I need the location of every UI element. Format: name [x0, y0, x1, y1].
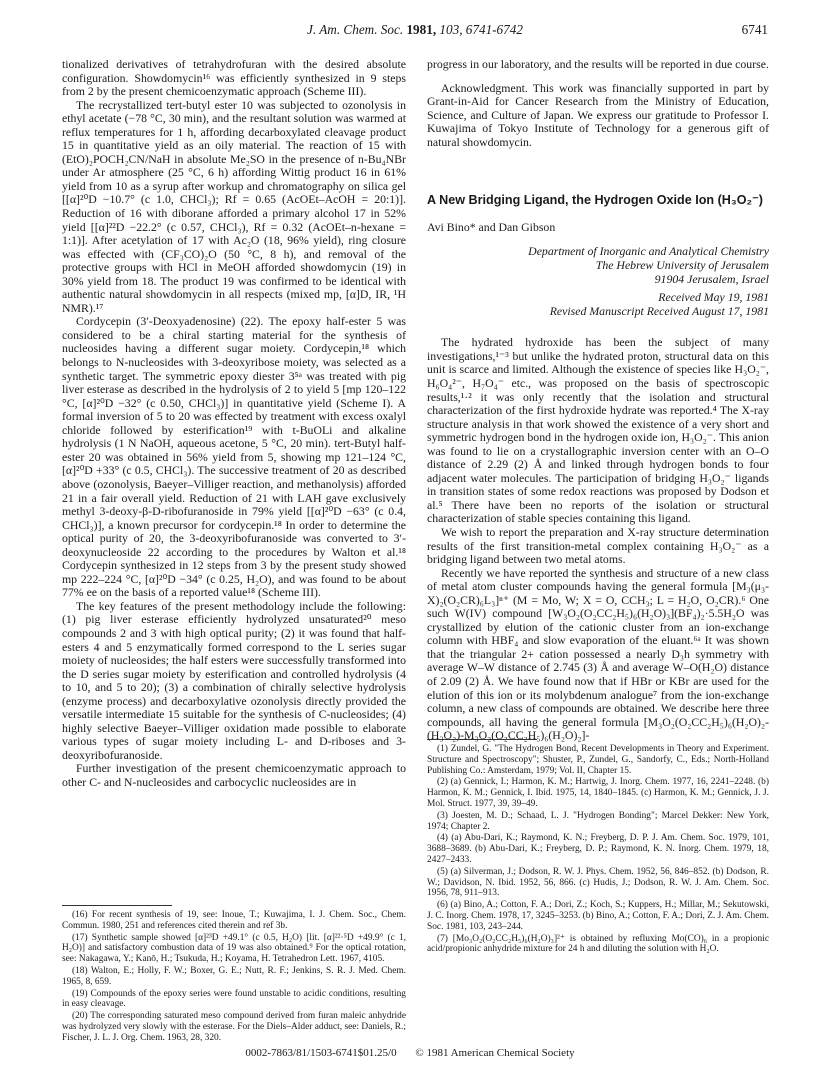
paragraph: Further investigation of the present chemicoenzymatic approach to other C- and N-nucleosides and carbocyclic nucleosides are in [62, 761, 406, 789]
right-footnotes [427, 739, 769, 956]
journal-name: J. Am. Chem. Soc. [307, 22, 404, 37]
authors: Avi Bino* and Dan Gibson [427, 219, 556, 234]
paragraph: Cordycepin (3′-Deoxyadenosine) (22). The epoxy half-ester 5 was considered to be a chiral starting material for the synthesis of nucleosides having a different sugar moiety. Cordycepin,¹⁸ which belongs to N-nucleosides with 3-deoxyribose moiety, was selected as a synthetic target. The symmetric epoxy diester 3⁵ᵃ was treated with pig liver esterase as described in the hydrolysis of 2 to yield 5 [mp 120–122 °C, [α]²⁰D −32° (c 0.50, CHCl₃)] in quantitative yield (Scheme I). A formal inversion of 5 to 20 was effected by treatment with excess oxalyl chloride followed by esterification¹⁹ with t-BuOLi and alkaline hydrolysis (1 N NaOH, aqueous acetone, 5 °C, 20 min). tert-Butyl half-ester 20 was obtained in 56% yield from 5, showing mp 121–124 °C, [α]²⁰D +33° (c 0.5, CHCl₃). The successive treatment of 20 as described above (ozonolysis, Baeyer–Villiger reaction, and methanolysis) afforded 21 in a fair overall yield. Reduction of 21 with LAH gave exclusively methyl 3-deoxy-β-D-ribofuranoside in 79% yield [[α]²⁰D −63° (c 0.4, CHCl₃)], a known precursor for cordycepin.¹⁸ In order to determine the optical purity of 20, the 3-deoxyribofuranoside was converted to 3′-deoxynucleoside 22 according to the procedures by Walton et al.¹⁸ Cordycepin synthesized in 12 steps from 3 by the present study showed mp 222–224 °C, [α]²⁰D −34° (c 0.25, H₂O), and was found to be about 77% ee on the basis of a reported value¹⁸ (Scheme III). [62, 314, 406, 600]
affiliation-line: 91904 Jerusalem, Israel [654, 272, 769, 287]
paragraph: The hydrated hydroxide has been the subject of many investigations,¹⁻³ but unlike the hydrated proton, structural data on this unit is scarce and limited. Although the existence of species like H₃O₂⁻, H₆O₄²⁻, H₇O₄⁻ etc., was proposed on the basis of spectroscopic results,¹·² it was only recently that the isolation and structural characterization of the first hydroxide hydrate was reported.⁴ The X-ray structure analysis in that work showed the existence of a very short and symmetric hydrogen bond in the hydrogen oxide ion, H₃O₂⁻. This anion was found to lie on a crystallographic inversion center with an O–O distance of 2.29 (2) Å and linked through hydrogen bonds to four adjacent water molecules. The participation of bridging H₃O₂⁻ ligands in transition states of some redox reactions was proposed by Dodson et al.⁵ There have been no reports of the isolation or structural characterization of stable species containing this ligand. [427, 335, 769, 526]
journal-year: 1981, [406, 22, 437, 37]
paragraph: The key features of the present methodology include the following: (1) pig liver esterase efficiently hydrolyzed unsaturated²⁰ meso compounds 2 and 3 with high optical purity; (2) it was found that half-esters 4 and 5 enzymatically formed correspond to the L series sugar moiety of nucleosides; the half esters were successfully transformed into the D series sugar moiety by esterification and controlled hydrolysis (4 to 10, and 5 to 20); (3) a combination of chirally selective hydrolysis (enzyme process) and decarboxylative ozonolysis directly provided the versatile intermediate 15 suitable for the synthesis of C-nucleosides; (4) highly selective Baeyer–Villiger oxidation made possible to elaborate various types of sugar moiety including L- and D-riboses and 3-deoxyribofuranoside. [62, 598, 406, 762]
affiliation-line: Department of Inorganic and Analytical Chemistry [528, 244, 769, 259]
footnote: (2) (a) Gennick, I.; Harmon, K. M.; Hartwig, J. Inorg. Chem. 1977, 16, 2241–2248. (b) Harmon, K. M.; Gennick, I. Ibid. 1975, 14, 1840–1845. (c) Harmon, K. M.; Gennick, J. J. Mol. Struct. 1977, 39, 39–49. [427, 777, 769, 809]
left-column [62, 58, 406, 790]
footnote: (5) (a) Silverman, J.; Dodson, R. W. J. Phys. Chem. 1952, 56, 846–852. (b) Dodson, R. W.; Davidson, N. Ibid. 1952, 56, 866. (c) Hudis, J.; Dodson, R. W. J. Am. Chem. Soc. 1956, 78, 911–913. [427, 866, 769, 899]
article-code: 0002-7863/81/1503-6741$01.25/0 [245, 1047, 397, 1059]
article-title: A New Bridging Ligand, the Hydrogen Oxide Ion (H₃O₂⁻) [427, 193, 763, 208]
footnote: (3) Joesten, M. D.; Schaad, L. J. "Hydrogen Bonding"; Marcel Dekker: New York, 1974; Chapter 2. [427, 810, 769, 832]
footnote-rule [62, 905, 172, 906]
revised-date: Revised Manuscript Received August 17, 1981 [549, 304, 769, 319]
left-footnotes [62, 905, 406, 1045]
footnote: (1) Zundel, G. "The Hydrogen Bond, Recent Developments in Theory and Experiment. Structure and Spectroscopy"; Shuster, P., Zundel, G., Sandorfy, C., Eds.; North-Holland Publishing Co.: Amsterdam, 1979; Vol. II, Chapter 15. [427, 744, 769, 776]
received-date: Received May 19, 1981 [658, 290, 769, 305]
affiliation-line: The Hebrew University of Jerusalem [595, 258, 769, 273]
volume-pages: 103, 6741-6742 [439, 22, 523, 37]
footnote: (20) The corresponding saturated meso compound derived from furan maleic anhydride was hydrolyzed very slowly with the esterase. For the Diels–Alder adduct, see: Daniels, R.; Fischer, J. L. J. Org. Chem. 1963, 28, 320. [62, 1011, 406, 1043]
right-column [427, 58, 769, 743]
copyright: © 1981 American Chemical Society [415, 1047, 575, 1059]
paragraph: tionalized derivatives of tetrahydrofuran with the desired absolute configuration. Showdomycin¹⁶ was efficiently synthesized in 9 steps from 2 by the present chemicoenzymatic approach (Scheme III). [62, 57, 406, 99]
page-footer [0, 1047, 820, 1059]
footnote: (17) Synthetic sample showed [α]²³D +49.1° (c 0.5, H₂O) [lit. [α]²²·⁵D +49.9° (c 1, H₂O)] and satisfactory combustion data of 19 was also obtained.⁹ For the optical rotation, see: Nakagawa, Y.; Kanō, H.; Tsukuda, H.; Koyama, H. Tetrahedron Lett. 1967, 4105. [62, 932, 406, 965]
acknowledgment: Acknowledgment. This work was financially supported in part by Grant-in-Aid for Cancer Research from the Ministry of Education, Science, and Culture of Japan. We express our gratitude to Professor I. Kuwajima of Tokyo Institute of Technology for a generous gift of natural showdomycin. [427, 80, 769, 149]
paragraph: Recently we have reported the synthesis and structure of a new class of metal atom cluster compounds having the general formula [M₃(μ₃-X)₂(O₂CR)₆L₃]ⁿ⁺ (M = Mo, W; X = O, CCH₃; L = H₂O, O₂CR).⁶ One such W(IV) compound [W₃O₂(O₂CC₂H₅)₆(H₂O)₃](BF₄)₂·5.5H₂O was crystallized by elution of the cationic cluster from an ion-exchange column with HBF₄ and slow evaporation of the eluant.⁶ᵃ It was shown that the triangular 2+ cation possessed a nearly D₃h symmetry with average W–W distance of 2.745 (3) Å and average W–O(H₂O) distance of 2.09 (2) Å. We have found now that if HBr or KBr are used for the elution of this ion or its molybdenum analogue⁷ from the ion-exchange column, a new class of compounds are obtained. We describe here three compounds, all having the general formula [M₃O₂(O₂CC₂H₅)₆(H₂O)₂-(H₃O₂)-M₃O₂(O₂CC₂H₅)₆(H₂O)₂]- [427, 565, 769, 743]
footnote: (16) For recent synthesis of 19, see: Inoue, T.; Kuwajima, I. J. Chem. Soc., Chem. Commun. 1980, 251 and references cited therein and ref 3b. [62, 910, 406, 931]
page-number: 6741 [741, 22, 768, 37]
footnote: (6) (a) Bino, A.; Cotton, F. A.; Dori, Z.; Koch, S.; Kuppers, H.; Millar, M.; Sekutowski, J. C. Inorg. Chem. 1978, 17, 3245–3253. (b) Bino, A.; Cotton, F. A.; Dori, Z. J. Am. Chem. Soc. 1981, 103, 243–244. [427, 900, 769, 932]
footnote: (19) Compounds of the epoxy series were found unstable to acidic conditions, resulting in easy cleavage. [62, 988, 406, 1010]
paragraph: progress in our laboratory, and the results will be reported in due course. [427, 57, 769, 71]
paragraph: The recrystallized tert-butyl ester 10 was subjected to ozonolysis in ethyl acetate (−78 °C, 30 min), and the resultant solution was warmed at reflux temperatures for 1 h, affording decarboxylated cleavage product 15 in quantitative yield as an oily material. The reaction of 15 with (EtO)₂POCH₂CN/NaH in absolute Me₂SO in the presence of n-Bu₄NBr under Ar atmosphere (25 °C, 6 h) affording Wittig product 16 in 61% yield from 10 as a syrup after workup and chromatography on silica gel [[α]²⁰D −10.7° (c 1.0, CHCl₃); Rf = 0.65 (AcOEt–AcOH = 20:1)]. Reduction of 16 with diborane afforded a primary alcohol 17 in 52% yield [[α]²²D −22.2° (c 0.57, CHCl₃), Rf = 0.32 (AcOEt–n-hexane = 1:1)]. After acetylation of 17 with Ac₂O (18, 96% yield), ring closure was effected with (CF₃CO)₂O (50 °C, 8 h), and removal of the protective groups with HCl in MeOH afforded showdomycin (19) in 30% yield from 18. The product 19 was confirmed to be identical with authentic natural showdomycin in all respects (mixed mp, [α]D, IR, ¹H NMR).¹⁷ [62, 97, 406, 315]
paragraph: We wish to report the preparation and X-ray structure determination results of the first transition-metal complex containing H₃O₂⁻ as a bridging ligand between two metal atoms. [427, 524, 769, 567]
running-head [62, 22, 768, 42]
footnote: (4) (a) Abu-Dari, K.; Raymond, K. N.; Freyberg, D. P. J. Am. Chem. Soc. 1979, 101, 3688–3689. (b) Abu-Dari, K.; Freyberg, D. P.; Raymond, K. N. Inorg. Chem. 1979, 18, 2427–2433. [427, 833, 769, 865]
footnote: (18) Walton, E.; Holly, F. W.; Boxer, G. E.; Nutt, R. F.; Jenkins, S. R. J. Med. Chem. 1965, 8, 659. [62, 965, 406, 987]
footnote-rule [427, 739, 537, 740]
footnote: (7) [Mo₃O₂(O₂CC₂H₅)₆(H₂O)₃]²⁺ is obtained by refluxing Mo(CO)₆ in a propionic acid/propionic anhydride mixture for 24 h and diluting the solution with H₂O. [427, 933, 769, 955]
affiliation [427, 244, 769, 318]
journal-citation [62, 22, 768, 38]
